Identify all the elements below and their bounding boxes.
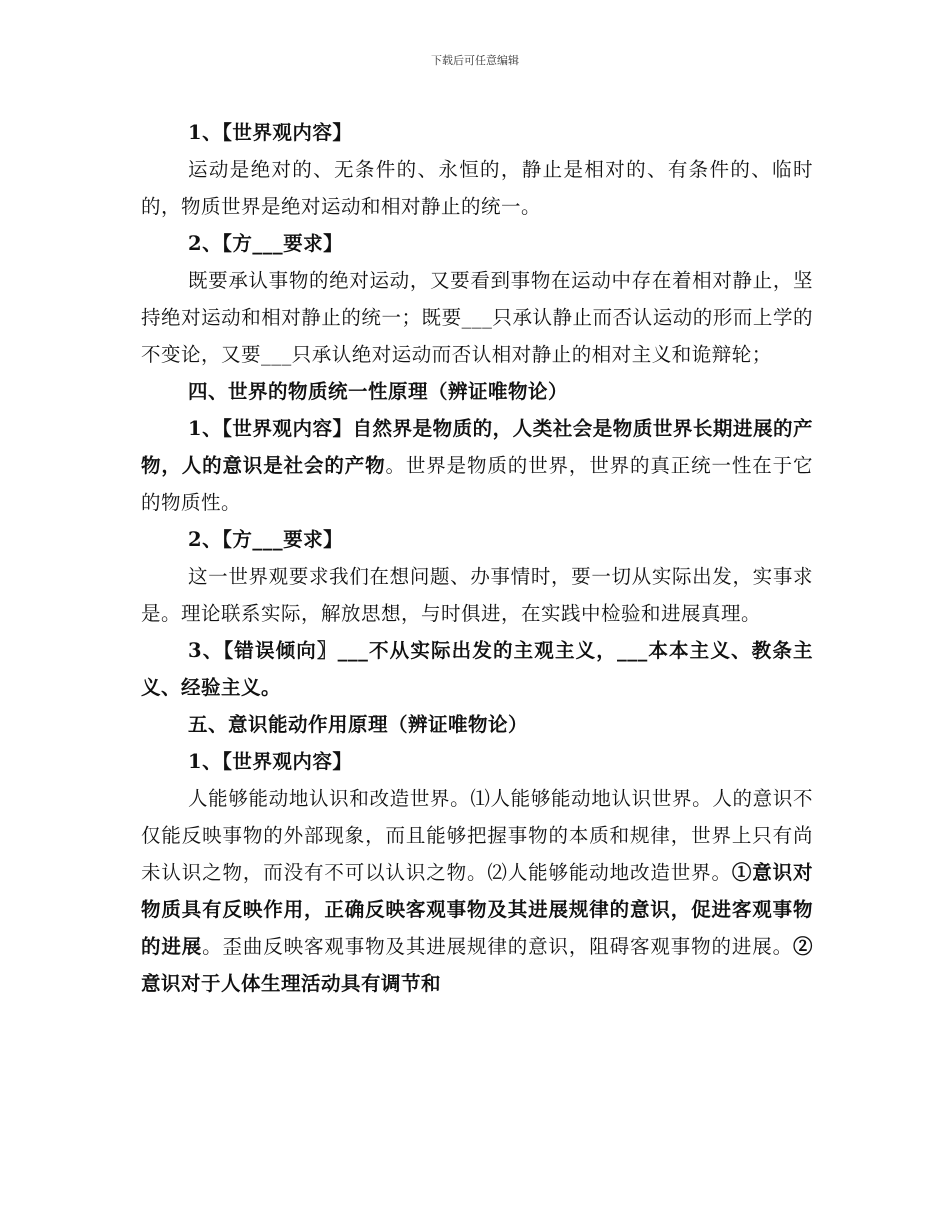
text-segment: 1、【世界观内容】自然界是物质的，人类社会是物质世界长期进展的产物，人的意识是社会的产物 <box>141 417 813 477</box>
text-segment: 2、【方___要求】 <box>188 528 344 551</box>
text-segment: 运动是绝对的、无条件的、永恒的，静止是相对的、有条件的、临时的，物质世界是绝对运动和相对静止的统一。 <box>141 158 813 218</box>
text-segment: 2、【方___要求】 <box>188 232 344 255</box>
heading-2-method-b <box>141 521 813 558</box>
text-motion-method <box>141 262 813 373</box>
text-motion-static <box>141 151 813 225</box>
page-header: 下载后可任意编辑 <box>431 54 519 67</box>
text-segment: 五、意识能动作用原理（辨证唯物论） <box>188 713 529 736</box>
text-segment: 。歪曲反映客观事物及其进展规律的意识，阻碍客观事物的进展。 <box>202 935 793 958</box>
text-consciousness <box>141 780 813 1002</box>
text-wrong-tendency <box>141 632 813 706</box>
text-segment: 。世界是物质的世界，世界的真正统一性在于它的物质性。 <box>141 454 813 514</box>
text-segment: 人能够能动地认识和改造世界。⑴人能够能动地认识世界。人的意识不仅能反映事物的外部现象，而且能够把握事物的本质和规律，世界上只有尚未认识之物，而没有不可以认识之物。⑵人能够能动地改造世界。 <box>141 787 813 884</box>
document-body <box>141 114 813 1002</box>
text-segment: 既要承认事物的绝对运动，又要看到事物在运动中存在着相对静止，坚持绝对运动和相对静止的统一；既要___只承认静止而否认运动的形而上学的不变论，又要___只承认绝对运动而否认相对静止的相对主义和诡辩轮； <box>141 269 813 366</box>
text-segment: ②意识对于人体生理活动具有调节和 <box>141 935 813 995</box>
text-segment: 1、【世界观内容】 <box>188 121 353 144</box>
text-material-unity <box>141 410 813 521</box>
text-segment: 3、【错误倾向〗___不从实际出发的主观主义，___本本主义、教条主义、经验主义。 <box>141 639 813 699</box>
heading-1-worldview <box>141 114 813 151</box>
heading-section-4 <box>141 373 813 410</box>
text-segment: 1、【世界观内容】 <box>188 750 353 773</box>
text-segment: 四、世界的物质统一性原理（辨证唯物论） <box>188 380 569 403</box>
text-segment: ①意识对物质具有反映作用，正确反映客观事物及其进展规律的意识，促进客观事物的进展 <box>141 861 813 958</box>
heading-section-5 <box>141 706 813 743</box>
heading-2-method <box>141 225 813 262</box>
text-segment: 这一世界观要求我们在想问题、办事情时，要一切从实际出发，实事求是。理论联系实际，解放思想，与时俱进，在实践中检验和进展真理。 <box>141 565 813 625</box>
heading-1-worldview-b <box>141 743 813 780</box>
text-practical <box>141 558 813 632</box>
